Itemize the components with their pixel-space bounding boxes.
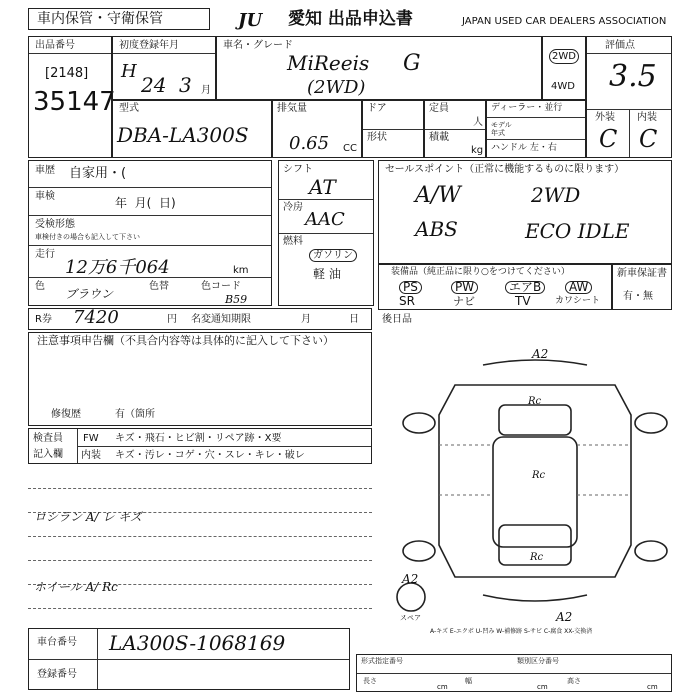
lot-code: [2148] [45, 66, 89, 81]
model-year-label: モデル 年式 [491, 121, 512, 137]
chassis-value: LA300S-1068169 [109, 631, 286, 655]
color-code-label: 色コード [201, 281, 241, 292]
diagram-mark-trunk: Rc [530, 552, 544, 563]
warranty-box [612, 264, 672, 310]
name-change-label: 名変通知期限 [191, 314, 251, 325]
fuel-diesel: 軽 油 [313, 267, 341, 281]
load-label: 積載 [429, 132, 449, 143]
diagram-mark-top: A2 [532, 347, 549, 361]
inspector-box [28, 428, 372, 464]
ac-value: AAC [305, 209, 345, 230]
registration-era: H [121, 61, 137, 82]
association-name: JAPAN USED CAR DEALERS ASSOCIATION [462, 16, 667, 27]
accept-label: 受検形態 [35, 219, 75, 230]
score-box [586, 36, 672, 158]
equip-navi: ナビ [453, 295, 475, 308]
car-damage-diagram [395, 345, 675, 620]
displacement-label: 排気量 [277, 103, 307, 114]
width-label: 幅 [465, 677, 472, 685]
shift-value: AT [309, 175, 336, 199]
warranty-value: 有・無 [623, 291, 653, 302]
fw-row: キズ・飛石・ヒビ割・リペア跡・X要 [115, 433, 282, 444]
sales-point-eco-idle: ECO IDLE [525, 219, 630, 243]
warranty-label: 新車保証書 [617, 268, 667, 279]
capacity-box [424, 100, 486, 158]
dealer-label: ディーラー・並行 [491, 103, 563, 113]
diagram-mark-roof: Rc [532, 470, 546, 481]
model-label: 車名・グレード [223, 40, 293, 51]
equip-leather: カワシート [555, 296, 601, 306]
height-label: 高さ [567, 677, 581, 685]
month-unit: 月 [201, 85, 211, 96]
color-code-value: B59 [225, 293, 248, 306]
displacement-box [272, 100, 362, 158]
repair-value: 有（箇所 [115, 409, 155, 420]
recycle-month: 月 [301, 314, 311, 325]
recycle-label: R券 [35, 314, 52, 325]
registration-box [112, 36, 216, 100]
sales-point-aw: A/W [415, 183, 461, 208]
sales-points-box [378, 160, 672, 264]
sales-points-label: セールスポイント（正常に機能するものに限ります） [385, 164, 625, 175]
drive-box [542, 36, 586, 100]
drive-2wd: 2WD [549, 49, 579, 64]
recycle-day: 日 [349, 314, 359, 325]
shape-label: 形状 [367, 132, 387, 143]
inspection-value: 年 月( 日) [115, 196, 176, 210]
type-label: 型式 [119, 103, 139, 114]
door-shape-box [362, 100, 424, 158]
score-value: 3.5 [609, 59, 657, 94]
history-box [28, 160, 272, 306]
recycle-box [28, 308, 372, 330]
equip-pw: PW [451, 281, 478, 294]
color-label: 色 [35, 281, 45, 292]
inspector-label: 検査員 [33, 433, 63, 444]
mileage-value: 12万6千064 [65, 257, 170, 278]
equip-ps: PS [399, 281, 422, 294]
drive-4wd: 4WD [551, 81, 575, 92]
storage-box [28, 8, 210, 30]
registration-month: 3 [179, 73, 192, 97]
inspector-entry-label: 記入欄 [33, 449, 63, 460]
model-grade: G [403, 51, 421, 76]
model-box [216, 36, 542, 100]
certs-box [356, 654, 672, 692]
handwritten-note-2: ホイール A/ Rc [34, 580, 118, 594]
displacement-unit: CC [343, 143, 357, 154]
dealer-box [486, 100, 586, 158]
spare-label: スペア [400, 614, 421, 622]
registration-number-label: 登録番号 [37, 669, 77, 680]
accept-sub: 車検付きの場合も記入して下さい [35, 233, 140, 241]
door-label: ドア [367, 103, 387, 114]
capacity-label: 定員 [429, 103, 449, 114]
registration-label: 初度登録年月 [119, 40, 179, 51]
shift-label: シフト [283, 164, 313, 175]
int-label: 内装 [637, 112, 657, 123]
history-value: 自家用・( [69, 166, 127, 181]
height-unit: cm [647, 683, 658, 691]
registration-year: 24 [141, 73, 167, 97]
chassis-label: 車台番号 [37, 637, 77, 648]
notes-box [28, 332, 372, 426]
recycle-unit: 円 [167, 314, 177, 325]
ju-logo-text: JU [238, 10, 263, 31]
model-name: MiReeis [287, 51, 370, 75]
lot-label: 出品番号 [35, 40, 75, 51]
cert-label-1: 形式指定番号 [361, 657, 403, 665]
fuel-gasoline: ガソリン [309, 249, 357, 262]
repair-label: 修復歴 [51, 409, 81, 420]
damage-legend: A-キズ E-エクボ U-凹み W-補修跡 S-サビ C-腐食 XX-交換済 [430, 628, 593, 635]
type-value: DBA-LA300S [117, 123, 249, 147]
interior-label: 内装 [81, 450, 101, 461]
rear-seat-label: 後日品 [382, 314, 412, 325]
shift-box [278, 160, 374, 306]
recycle-value: 7420 [73, 307, 119, 328]
color-value: ブラウン [65, 287, 114, 301]
width-unit: cm [537, 683, 548, 691]
diagram-mark-hood: Rc [528, 396, 542, 407]
chassis-box [28, 628, 350, 690]
inspection-label: 車検 [35, 191, 55, 202]
type-box [112, 100, 272, 158]
diagram-mark-left: A2 [402, 572, 419, 586]
ac-label: 冷房 [283, 202, 303, 213]
diagram-mark-bottom: A2 [556, 610, 573, 624]
length-label: 長さ [363, 677, 377, 685]
handle-label: ハンドル 左・右 [491, 143, 557, 153]
equipment-box [378, 264, 612, 310]
mileage-unit: km [233, 265, 249, 276]
displacement-value: 0.65 [289, 133, 330, 154]
sales-point-abs: ABS [415, 217, 458, 241]
capacity-unit: 人 [473, 117, 483, 128]
notes-label: 注意事項申告欄（不具合内容等は具体的に記入して下さい） [37, 334, 334, 347]
history-label: 車歴 [35, 165, 55, 176]
score-label: 評価点 [605, 40, 635, 51]
equip-tv: TV [515, 294, 531, 308]
equip-aw: AW [565, 281, 592, 294]
model-drive: (2WD) [307, 77, 366, 98]
color-change-label: 色替 [149, 281, 169, 292]
fuel-label: 燃料 [283, 236, 303, 247]
fw-label: FW [83, 433, 99, 444]
ext-label: 外装 [595, 112, 615, 123]
sales-point-2wd: 2WD [531, 183, 581, 207]
form-title: 愛知 出品申込書 [288, 9, 413, 29]
ju-logo [238, 10, 282, 30]
equip-sr: SR [399, 294, 415, 308]
cert-label-2: 類別区分番号 [517, 657, 559, 665]
storage-label: 車内保管・守衛保管 [37, 11, 163, 27]
ext-value: C [599, 125, 618, 153]
lot-number: 35147 [33, 87, 116, 117]
equipment-label: 装備品（純正品に限り○をつけてください） [391, 267, 570, 277]
lot-box [28, 36, 116, 158]
mileage-label: 走行 [35, 249, 55, 260]
handwritten-note-1: ロシラン A/ レ キズ [34, 510, 142, 524]
interior-row: キズ・汚レ・コゲ・穴・スレ・キレ・破レ [115, 450, 305, 461]
load-unit: kg [471, 145, 484, 156]
int-value: C [639, 125, 658, 153]
equip-airbag: エアB [505, 281, 545, 294]
length-unit: cm [437, 683, 448, 691]
